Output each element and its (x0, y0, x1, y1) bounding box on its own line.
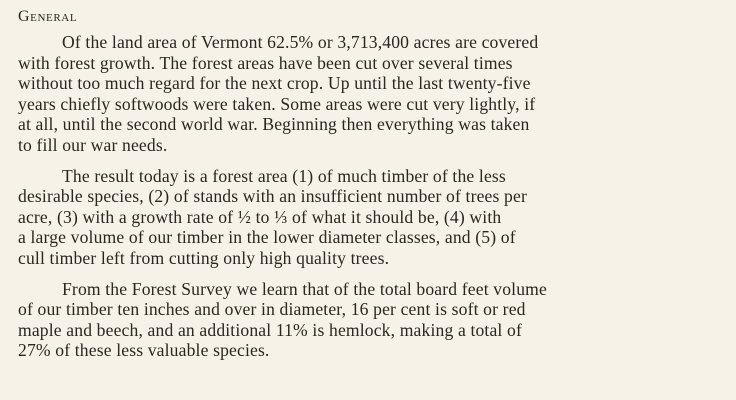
text-line: cull timber left from cutting only high quality trees. (18, 247, 390, 268)
paragraph-result-today (18, 166, 718, 269)
text-line: years chiefly softwoods were taken. Some areas were cut very lightly, if (18, 93, 536, 114)
section-heading: General (18, 8, 78, 25)
text-line: From the Forest Survey we learn that of the total board feet volume (62, 278, 547, 299)
text-line: The result today is a forest area (1) of much timber of the less (62, 165, 506, 186)
text-line: 27% of these less valuable species. (18, 340, 270, 361)
paragraph-forest-survey (18, 279, 718, 361)
text-line: of our timber ten inches and over in diameter, 16 per cent is soft or red (18, 299, 526, 320)
text-line: at all, until the second world war. Beginning then everything was taken (18, 114, 530, 135)
text-line: desirable species, (2) of stands with an insufficient number of trees per (18, 186, 527, 207)
text-line: with forest growth. The forest areas have been cut over several times (18, 52, 513, 73)
paragraph-land-area (18, 32, 718, 156)
text-line: maple and beech, and an additional 11% is hemlock, making a total of (18, 319, 522, 340)
text-line: Of the land area of Vermont 62.5% or 3,713,400 acres are covered (62, 32, 539, 52)
text-line: acre, (3) with a growth rate of ½ to ⅓ of what it should be, (4) with (18, 206, 502, 227)
text-line: a large volume of our timber in the lower diameter classes, and (5) of (18, 227, 516, 248)
text-line: without too much regard for the next crop. Up until the last twenty-five (18, 73, 531, 94)
text-line: to fill our war needs. (18, 134, 168, 155)
